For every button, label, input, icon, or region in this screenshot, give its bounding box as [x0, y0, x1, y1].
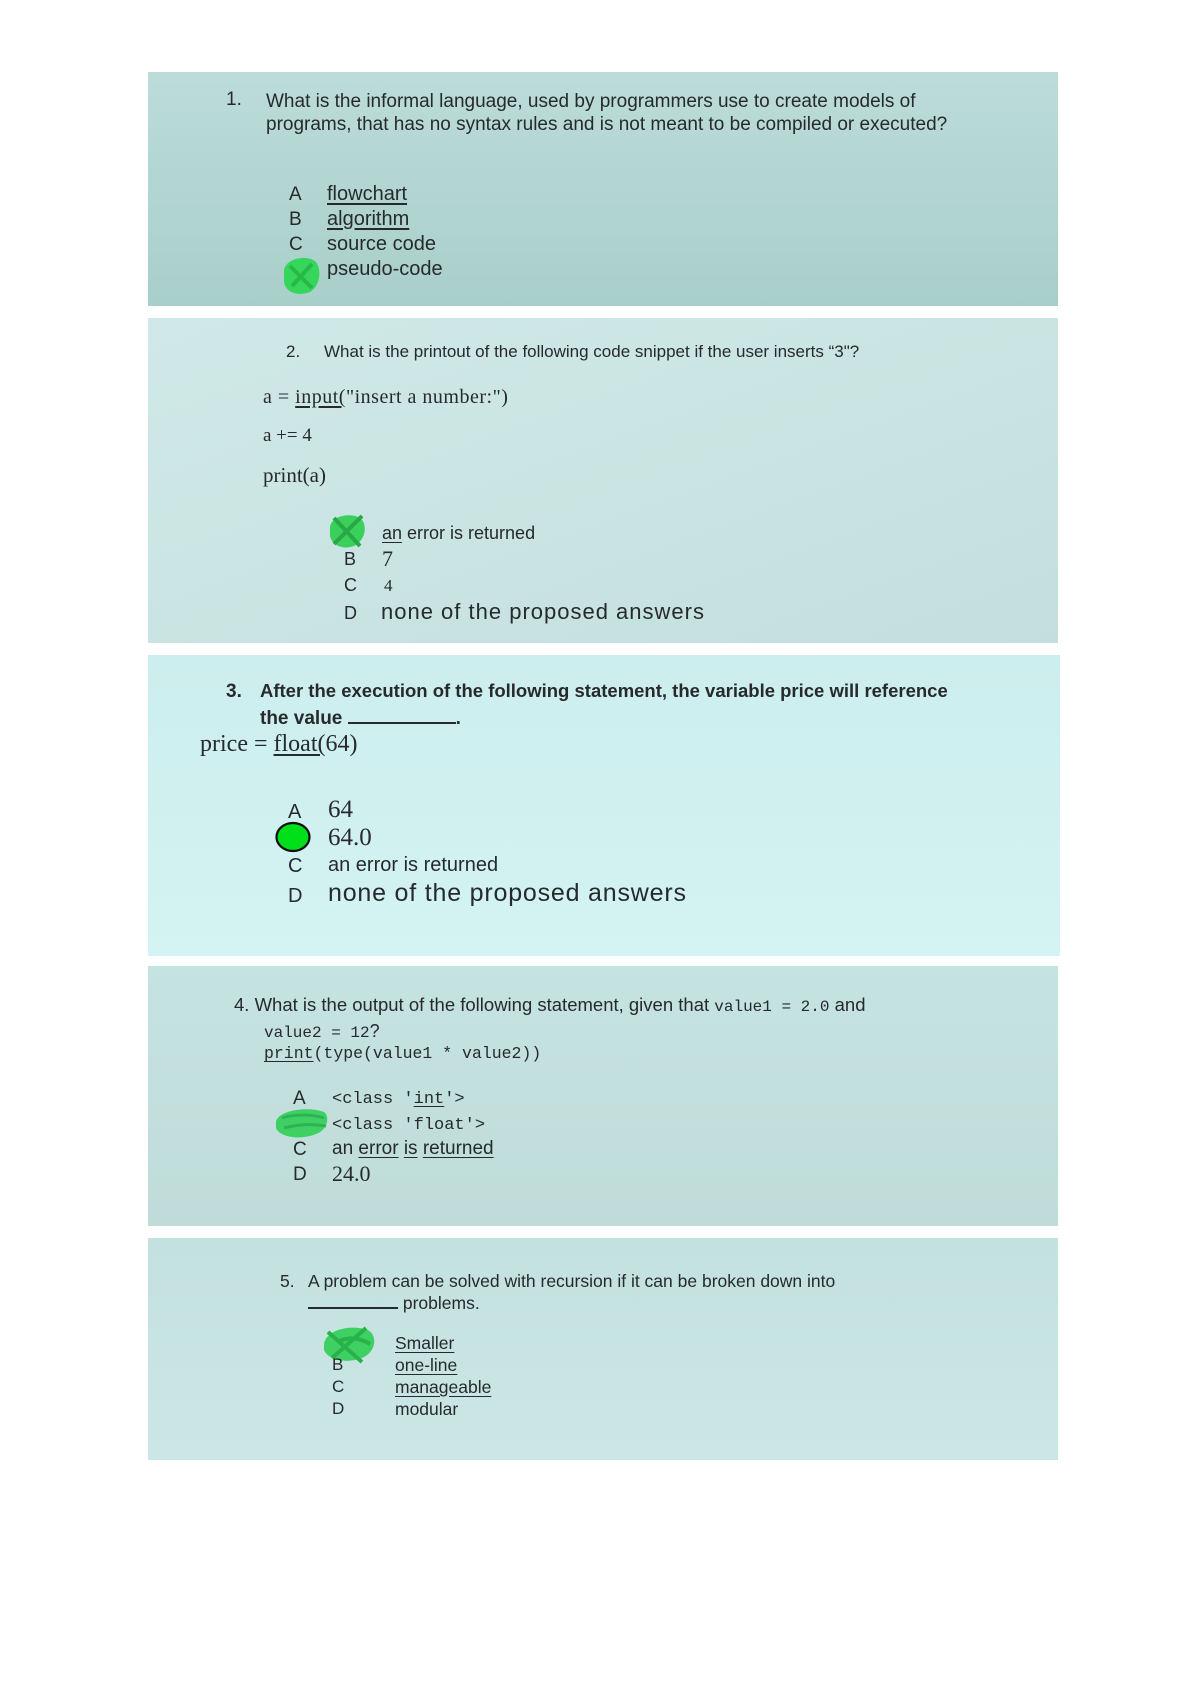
question-4-card — [148, 966, 1058, 1226]
question-number: 5. — [280, 1271, 295, 1291]
option-d-text[interactable]: 24.0 — [332, 1161, 371, 1186]
option-letter-c: C — [344, 575, 357, 595]
option-letter-a: A — [293, 1088, 306, 1109]
option-d-text[interactable]: none of the proposed answers — [381, 599, 705, 624]
option-c-text[interactable]: an error is returned — [328, 854, 499, 876]
question-3-card — [148, 655, 1060, 956]
option-letter-d: D — [288, 885, 303, 907]
question-number: 2. — [286, 342, 301, 361]
option-a-text[interactable]: an error is returned — [382, 523, 536, 543]
code-line-1: a = input("insert a number:") — [263, 386, 509, 408]
option-letter-c: C — [332, 1377, 345, 1396]
option-a-text[interactable]: Smaller — [395, 1333, 455, 1353]
answer-circle-mark — [274, 820, 312, 854]
option-letter-b: B — [344, 549, 357, 569]
option-c-text[interactable]: an error is returned — [332, 1138, 494, 1159]
option-a-text[interactable]: <class 'int'> — [332, 1090, 465, 1109]
option-c-text[interactable]: manageable — [395, 1377, 492, 1397]
option-b-text[interactable]: algorithm — [327, 208, 410, 230]
question-2-card — [148, 318, 1058, 643]
question-1-card — [148, 72, 1058, 306]
option-b-text[interactable]: 7 — [382, 546, 393, 571]
option-letter-c: C — [289, 234, 303, 255]
question-text-line-1: After the execution of the following statement, the variable price will reference — [260, 680, 948, 701]
question-number: 3. — [226, 681, 242, 702]
question-text-line-1: 4. What is the output of the following statement, given that value1 = 2.0 and — [234, 994, 866, 1016]
question-5-card — [148, 1238, 1058, 1460]
question-text-line-2: value2 = 12? — [264, 1021, 380, 1042]
answer-scribble-mark — [278, 252, 324, 298]
question-text: What is the printout of the following code snippet if the user inserts “3"? — [324, 342, 860, 361]
option-letter-d: D — [344, 603, 357, 623]
option-letter-c: C — [288, 855, 303, 877]
question-text-line-2: the value . — [260, 708, 461, 729]
option-b-text[interactable]: 64.0 — [328, 824, 372, 851]
option-letter-d: D — [332, 1399, 345, 1418]
question-text-line-1: A problem can be solved with recursion if it can be broken down into — [308, 1271, 836, 1291]
code-line-3: print(a) — [263, 463, 326, 487]
answer-scribble-mark — [324, 508, 370, 554]
option-letter-c: C — [293, 1139, 307, 1160]
question-number: 1. — [226, 89, 242, 110]
code-print-statement: print(type(value1 * value2)) — [264, 1044, 542, 1063]
option-letter-a: A — [288, 801, 302, 823]
option-letter-b: B — [332, 1355, 344, 1374]
option-b-text[interactable]: one-line — [395, 1355, 458, 1375]
code-line-2: a += 4 — [263, 425, 312, 446]
option-letter-d: D — [293, 1164, 307, 1185]
option-d-text[interactable]: none of the proposed answers — [328, 879, 687, 907]
option-d-text[interactable]: pseudo-code — [327, 258, 443, 280]
option-a-text[interactable]: 64 — [328, 796, 353, 823]
answer-scribble-mark — [318, 1322, 380, 1368]
question-text-line-2: problems. — [308, 1293, 480, 1314]
answer-scribble-mark — [272, 1104, 332, 1142]
option-b-text[interactable]: <class 'float'> — [332, 1116, 486, 1135]
code-statement: price = float(64) — [200, 731, 358, 757]
option-d-text[interactable]: modular — [395, 1399, 459, 1419]
option-letter-b: B — [289, 209, 302, 230]
option-letter-a: A — [289, 184, 302, 205]
option-a-text[interactable]: flowchart — [327, 183, 408, 205]
question-text: What is the informal language, used by programmers use to create models of programs, that has no syntax rules and is not meant to be compiled or executed? — [266, 91, 948, 135]
option-c-text[interactable]: source code — [327, 233, 436, 255]
option-c-text[interactable]: 4 — [384, 576, 393, 595]
